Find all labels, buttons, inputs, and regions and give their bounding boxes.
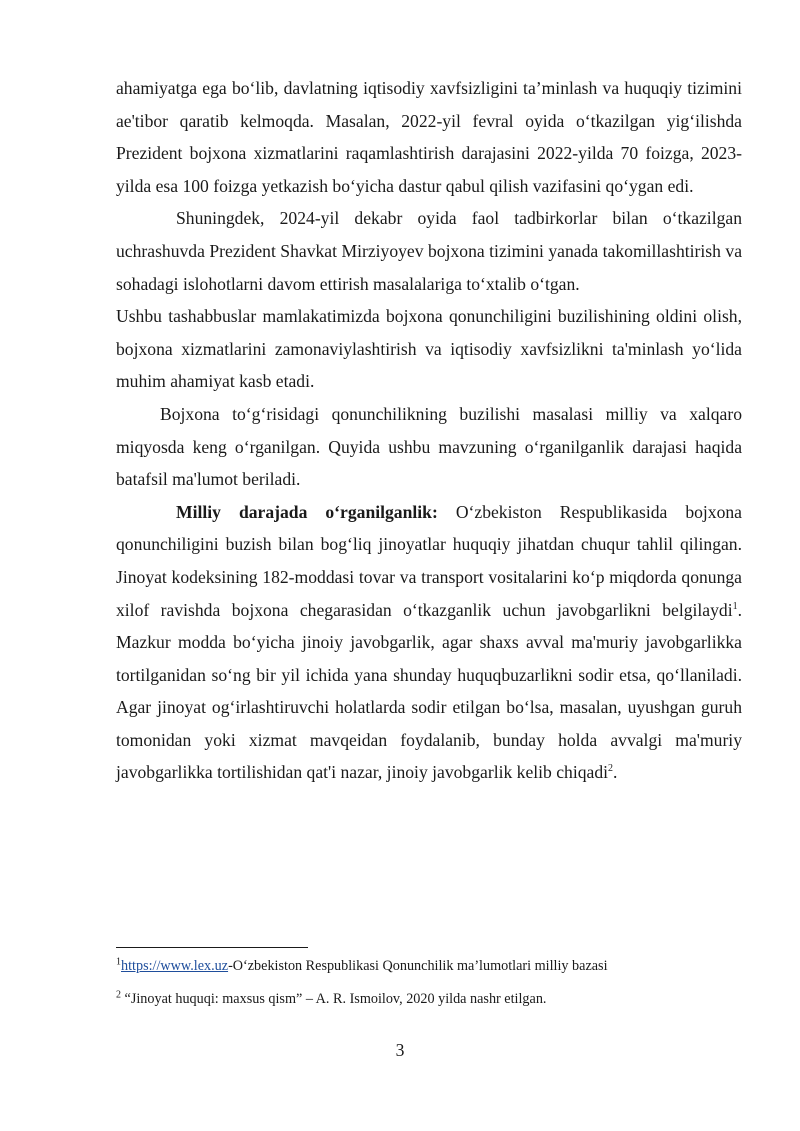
paragraph-continuation: ahamiyatga ega bo‘lib, davlatning iqtisodiy xavfsizligini ta’minlash va huquqiy tizimini ae'tibor qaratib kelmoqda. Masalan, 2022-yil fevral oyida o‘tkazilgan yig‘ilishda Prezident bojxona xizmatlarini raqamlashtirish darajasini 2022-yilda 70 foizga, 2023-yilda esa 100 foizga yetkazish bo‘yicha dastur qabul qilish vazifasini qo‘ygan edi. — [116, 78, 742, 196]
paragraph-national-level — [116, 496, 742, 789]
footnote-2-text: “Jinoyat huquqi: maxsus qism” – A. R. Ismoilov, 2020 yilda nashr etilgan. — [121, 991, 547, 1007]
footnote-ref-2[interactable]: 2 — [608, 763, 614, 775]
footnote-separator — [116, 947, 308, 948]
footnote-1-mark: 1 — [116, 956, 121, 968]
body-text — [116, 72, 742, 789]
footnote-2-mark: 2 — [116, 989, 121, 1001]
footnote-ref-1[interactable]: 1 — [732, 600, 738, 612]
paragraph-study-overview: Bojxona to‘g‘risidagi qonunchilikning buzilishi masalasi milliy va xalqaro miqyosda keng o‘rganilgan. Quyida ushbu mavzuning o‘rganilganlik darajasi haqida batafsil ma'lumot beriladi. — [116, 403, 742, 490]
paragraph-national-text-a: O‘zbekiston Respublikasida bojxona qonunchiligini buzish bilan bog‘liq jinoyatlar huquqiy jihatdan chuqur tahlil qilingan. Jinoyat kodeksining 182-moddasi tovar va transport vositalarini ko‘p miqdorda qonunga xilof ravishda bojxona chegarasidan o‘tkazganlik uchun javobgarlikni belgilaydi — [116, 501, 742, 620]
footnote-1-link[interactable]: https://www.lex.uz — [121, 958, 229, 974]
paragraph-national-text-b: . Mazkur modda bo‘yicha jinoiy javobgarlik, agar shaxs avval ma'muriy javobgarlikka tortilganidan so‘ng bir yil ichida yana shunday huquqbuzarlikni sodir etsa, qo‘llaniladi. Agar jinoyat og‘irlashtiruvchi holatlarda sodir etilgan bo‘lsa, masalan, uyushgan guruh tomonidan yoki xizmat mavqeidan foydalanib, bunday holda avvalgi ma'muriy javobgarlikka tortilishidan qat'i nazar, jinoiy javobgarlik kelib chiqadi — [116, 599, 742, 783]
footnote-1 — [116, 956, 746, 976]
paragraph-initiatives: Ushbu tashabbuslar mamlakatimizda bojxona qonunchiligini buzilishining oldini olish, bojxona xizmatlarini zamonaviylashtirish va iqtisodiy xavfsizlikni ta'minlash yo‘lida muhim ahamiyat kasb etadi. — [116, 306, 742, 392]
section-heading-national: Milliy darajada o‘rganilganlik: — [176, 501, 438, 522]
paragraph-national-text-c: . — [613, 762, 618, 783]
footnote-1-text: -O‘zbekiston Respublikasi Qonunchilik ma’lumotlari milliy bazasi — [228, 958, 608, 974]
page-number: 3 — [395, 1040, 405, 1060]
paragraph-president-meeting: Shuningdek, 2024-yil dekabr oyida faol tadbirkorlar bilan o‘tkazilgan uchrashuvda Prezident Shavkat Mirziyoyev bojxona tizimini yanada takomillashtirish va sohadagi islohotlarni davom ettirish masalalariga to‘xtalib o‘tgan. — [116, 208, 742, 294]
footnote-2 — [116, 989, 746, 1009]
footnotes — [116, 956, 746, 1022]
